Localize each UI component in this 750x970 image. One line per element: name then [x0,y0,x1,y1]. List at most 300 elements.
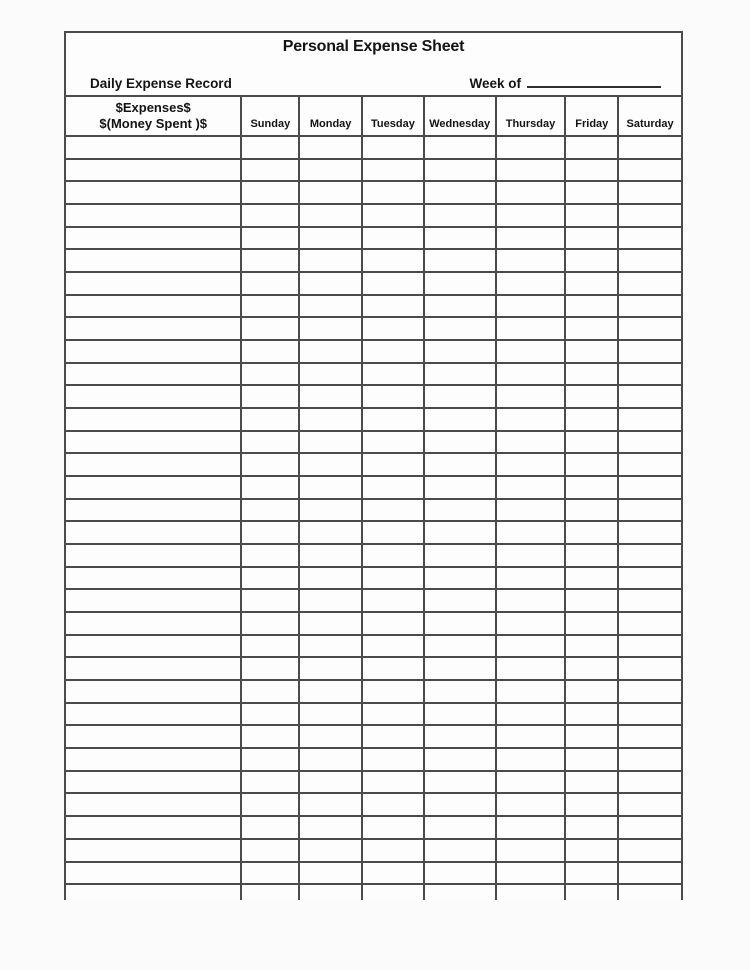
expense-row [66,726,681,749]
expense-cell [497,454,567,475]
expense-cell [497,704,567,725]
expense-cell [363,840,425,861]
expense-cell [300,364,363,385]
expense-cell [242,273,300,294]
expense-cell [425,772,497,793]
expense-cell [300,454,363,475]
expense-cell [363,545,425,566]
expense-cell [497,726,567,747]
expense-cell [300,318,363,339]
expense-cell [300,590,363,611]
expense-cell [242,681,300,702]
expense-cell [619,432,681,453]
expense-cell [566,840,619,861]
expense-cell [425,432,497,453]
expense-cell [300,817,363,838]
expense-cell [363,273,425,294]
expense-cell [619,590,681,611]
expense-cell [619,205,681,226]
expense-cell [425,636,497,657]
expense-cell [363,137,425,158]
expense-cell [566,794,619,815]
page-title: Personal Expense Sheet [282,38,465,55]
column-header-friday: Friday [566,97,619,135]
expense-cell [66,794,242,815]
expense-cell [242,432,300,453]
expense-cell [363,863,425,884]
expense-cell [300,545,363,566]
column-header-wednesday: Wednesday [425,97,497,135]
expense-cell [566,568,619,589]
expense-row [66,500,681,523]
expense-row [66,794,681,817]
expense-row [66,296,681,319]
expense-cell [425,726,497,747]
expense-cell [425,409,497,430]
expense-cell [363,794,425,815]
expense-cell [497,658,567,679]
expense-cell [242,590,300,611]
expense-cell [619,273,681,294]
expense-row [66,817,681,840]
expense-cell [619,250,681,271]
expense-cell [566,432,619,453]
expense-row [66,522,681,545]
expense-cell [66,409,242,430]
expense-cell [300,840,363,861]
expense-cell [363,228,425,249]
expense-cell [425,160,497,181]
expense-row-partial [66,885,681,900]
expense-cell [619,863,681,884]
expense-cell [425,885,497,900]
expense-cell [242,885,300,900]
expense-cell [619,386,681,407]
expense-cell [363,613,425,634]
expense-cell [66,658,242,679]
expense-cell [300,296,363,317]
expense-cell [566,500,619,521]
expense-cell [566,545,619,566]
expense-cell [242,613,300,634]
expense-cell [425,749,497,770]
expense-cell [363,432,425,453]
expense-cell [425,500,497,521]
expense-cell [497,681,567,702]
expense-cell [363,590,425,611]
expense-cell [66,636,242,657]
expense-cell [300,160,363,181]
expense-cell [566,364,619,385]
expense-sheet [64,31,683,900]
expense-cell [66,726,242,747]
expense-cell [242,364,300,385]
expense-cell [566,250,619,271]
column-header-expenses [66,97,242,135]
expense-cell [619,160,681,181]
expense-cell [363,454,425,475]
expense-cell [300,704,363,725]
expense-row [66,454,681,477]
expense-cell [425,477,497,498]
expense-cell [242,477,300,498]
expense-cell [300,613,363,634]
expense-cell [619,545,681,566]
expense-row [66,477,681,500]
expenses-label-line2: $(Money Spent )$ [99,116,208,131]
expense-cell [66,590,242,611]
expense-cell [242,794,300,815]
expense-cell [363,341,425,362]
expense-row [66,863,681,886]
expense-cell [497,364,567,385]
expense-cell [66,840,242,861]
expense-cell [497,863,567,884]
expense-cell [619,477,681,498]
expense-cell [66,296,242,317]
expense-row [66,409,681,432]
daily-expense-record-label: Daily Expense Record [90,76,232,91]
expense-cell [425,568,497,589]
expense-cell [66,250,242,271]
expense-cell [425,386,497,407]
expense-cell [619,704,681,725]
column-header-monday: Monday [300,97,363,135]
expense-row [66,590,681,613]
expense-cell [242,636,300,657]
expense-cell [242,137,300,158]
expense-cell [242,318,300,339]
week-of-label: Week of [469,76,521,91]
expense-cell [425,296,497,317]
expense-cell [619,794,681,815]
expense-cell [300,477,363,498]
expense-cell [300,432,363,453]
expense-cell [300,772,363,793]
expense-cell [66,273,242,294]
expense-cell [619,568,681,589]
expense-cell [300,250,363,271]
expense-cell [497,749,567,770]
expense-cell [425,522,497,543]
expense-cell [566,590,619,611]
expense-cell [242,863,300,884]
expense-cell [497,432,567,453]
expense-cell [497,386,567,407]
expense-cell [497,409,567,430]
expense-cell [425,273,497,294]
meta-row [66,75,681,91]
expense-cell [566,885,619,900]
expense-cell [619,885,681,900]
expense-cell [566,454,619,475]
expense-cell [497,545,567,566]
column-header-thursday: Thursday [497,97,567,135]
expense-cell [242,160,300,181]
expense-cell [497,205,567,226]
expense-cell [66,318,242,339]
expense-cell [566,205,619,226]
expense-cell [425,137,497,158]
expense-cell [242,817,300,838]
expense-cell [363,885,425,900]
expense-cell [425,704,497,725]
expense-cell [66,817,242,838]
expense-cell [619,296,681,317]
expense-cell [619,726,681,747]
expense-row [66,318,681,341]
sheet-header [66,33,681,97]
expense-cell [497,568,567,589]
expense-cell [242,749,300,770]
expense-cell [425,545,497,566]
expense-cell [300,137,363,158]
expense-cell [619,228,681,249]
expense-cell [242,205,300,226]
expense-row [66,636,681,659]
column-header-tuesday: Tuesday [363,97,425,135]
expense-row [66,205,681,228]
expense-cell [566,273,619,294]
expense-cell [425,658,497,679]
expense-cell [425,364,497,385]
expense-cell [497,273,567,294]
expense-cell [66,341,242,362]
expense-cell [425,454,497,475]
expense-cell [497,137,567,158]
expense-cell [566,341,619,362]
expense-cell [363,522,425,543]
expense-cell [619,636,681,657]
expense-cell [242,386,300,407]
expense-cell [242,296,300,317]
expense-cell [497,840,567,861]
expense-cell [300,273,363,294]
expense-cell [566,658,619,679]
expense-cell [566,477,619,498]
expense-cell [619,840,681,861]
expense-cell [497,794,567,815]
expense-cell [363,817,425,838]
expense-cell [363,364,425,385]
expense-cell [566,386,619,407]
expense-cell [300,681,363,702]
expense-cell [66,386,242,407]
expense-cell [300,658,363,679]
expense-cell [66,160,242,181]
expense-cell [497,182,567,203]
expense-cell [66,432,242,453]
expense-cell [242,500,300,521]
expense-cell [566,318,619,339]
expense-cell [363,726,425,747]
expense-row [66,432,681,455]
expense-cell [425,341,497,362]
expense-row [66,704,681,727]
expense-cell [300,386,363,407]
expense-cell [242,545,300,566]
expense-row [66,568,681,591]
expense-cell [619,409,681,430]
expense-row [66,364,681,387]
expense-cell [66,568,242,589]
column-header-saturday: Saturday [626,118,674,130]
expense-cell [497,318,567,339]
expense-cell [363,160,425,181]
expense-cell [425,182,497,203]
expense-cell [497,160,567,181]
expense-cell [619,817,681,838]
expense-cell [66,772,242,793]
expense-cell [242,228,300,249]
expense-cell [66,228,242,249]
expense-cell [619,341,681,362]
expense-cell [300,794,363,815]
expense-cell [300,182,363,203]
expense-cell [619,522,681,543]
expense-cell [300,522,363,543]
expense-cell [619,749,681,770]
expense-row [66,613,681,636]
expense-cell [497,228,567,249]
expense-cell [497,477,567,498]
expense-row [66,386,681,409]
expense-cell [497,613,567,634]
expense-cell [363,205,425,226]
expense-cell [300,409,363,430]
expense-cell [566,749,619,770]
expense-cell [566,817,619,838]
expense-row [66,749,681,772]
expense-cell [66,522,242,543]
expense-row [66,137,681,160]
expense-cell [425,613,497,634]
expense-cell [619,658,681,679]
expense-cell [425,817,497,838]
expense-cell [66,704,242,725]
expense-cell [66,454,242,475]
expense-cell [363,681,425,702]
expense-cell [619,500,681,521]
expense-row [66,772,681,795]
expense-cell [66,749,242,770]
expense-cell [363,386,425,407]
expense-cell [497,296,567,317]
expense-cell [497,250,567,271]
expense-cell [425,794,497,815]
expense-cell [300,568,363,589]
expense-cell [363,296,425,317]
expense-row [66,182,681,205]
expense-cell [566,296,619,317]
expense-cell [300,205,363,226]
expense-cell [619,318,681,339]
expense-cell [66,613,242,634]
expense-cell [497,885,567,900]
expense-cell [363,318,425,339]
expense-cell [363,477,425,498]
expense-cell [242,726,300,747]
expense-cell [66,500,242,521]
expense-row [66,273,681,296]
expense-cell [497,817,567,838]
expense-row [66,228,681,251]
expense-cell [566,228,619,249]
expense-cell [363,636,425,657]
expense-cell [425,318,497,339]
expense-cell [66,477,242,498]
expense-cell [566,863,619,884]
expense-cell [363,772,425,793]
expense-cell [242,568,300,589]
expense-cell [425,205,497,226]
expense-cell [66,545,242,566]
column-header-row [66,97,681,137]
expenses-label-line1: $Expenses$ [115,100,191,115]
expense-cell [497,636,567,657]
expense-cell [242,522,300,543]
expense-cell [242,409,300,430]
expense-cell [363,704,425,725]
expense-cell [566,137,619,158]
expense-cell [363,568,425,589]
expense-cell [619,613,681,634]
expense-cell [242,704,300,725]
expense-cell [425,681,497,702]
expense-cell [242,658,300,679]
expense-row [66,658,681,681]
expense-cell [497,772,567,793]
expense-cell [425,590,497,611]
expense-cell [300,228,363,249]
expense-cell [619,137,681,158]
expense-cell [566,182,619,203]
expense-cell [242,772,300,793]
expense-cell [66,885,242,900]
expense-cell [300,885,363,900]
expense-row [66,160,681,183]
expense-cell [497,590,567,611]
expense-row [66,681,681,704]
expense-cell [300,341,363,362]
expense-cell [66,364,242,385]
expense-cell [566,160,619,181]
week-of-field [469,75,661,91]
expense-cell [566,613,619,634]
expense-cell [242,250,300,271]
expense-cell [497,500,567,521]
expense-cell [363,182,425,203]
expense-cell [242,840,300,861]
expense-cell [566,726,619,747]
expense-cell [566,704,619,725]
expense-cell [619,772,681,793]
expense-cell [363,500,425,521]
expense-cell [66,137,242,158]
expense-cell [497,341,567,362]
expense-cell [300,726,363,747]
expense-row [66,545,681,568]
expense-row [66,840,681,863]
expense-cell [619,454,681,475]
week-of-blank [527,75,661,88]
expense-row [66,341,681,364]
expense-cell [66,681,242,702]
expense-cell [242,454,300,475]
expense-cell [566,772,619,793]
expense-cell [566,681,619,702]
expense-cell [425,250,497,271]
